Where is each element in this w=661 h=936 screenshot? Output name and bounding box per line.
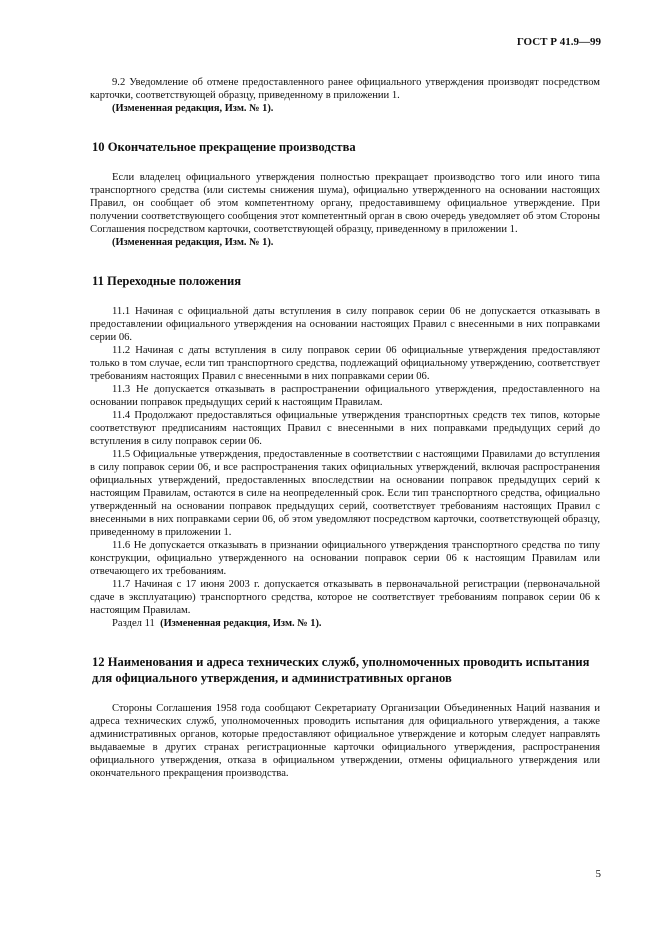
paragraph-11-2: 11.2 Начиная с даты вступления в силу поправок серии 06 официальные утверждения предоставляют только в том случае, если тип транспортного средства, подлежащий официальному утверждению, соответствует требованиям настоящих Правил с внесенными в них поправками серии 06. bbox=[90, 345, 600, 382]
amendment-note: (Измененная редакция, Изм. № 1). bbox=[112, 103, 274, 114]
amendment-prefix: Раздел 11 bbox=[112, 618, 155, 629]
page-content bbox=[90, 76, 600, 780]
paragraph-11-5: 11.5 Официальные утверждения, предоставленные в соответствии с настоящими Правилами до вступления в силу поправок серии 06, и все распространения таких официальных утверждений, включая распространения официальных утверждений, предоставленных впоследствии на основании поправок предыдущих серий к настоящим Правилам, остаются в силе на неопределенный срок. Если тип транспортного средства, официально утвержденный на основании поправок предыдущих серий, соответствует требованиям настоящих Правил с внесенными в них поправками серии 06, об этом уведомляют посредством карточки, соответствующей образцу, приведенному в приложении 1. bbox=[90, 449, 600, 538]
section-10-title: 10 Окончательное прекращение производства bbox=[92, 140, 356, 154]
amendment-note: (Измененная редакция, Изм. № 1). bbox=[112, 237, 274, 248]
amendment-note: (Измененная редакция, Изм. № 1). bbox=[160, 618, 322, 629]
paragraph-11-6: 11.6 Не допускается отказывать в признании официального утверждения транспортного средства по типу конструкции, официально утвержденного на основании поправок серии 06 к настоящим Правилам или отвечающего их требованиям. bbox=[90, 540, 600, 577]
section-11-amendment-line bbox=[90, 617, 600, 630]
section-10-paragraph: Если владелец официального утверждения полностью прекращает производство того или иного типа транспортного средства (или системы снижения шума), официально утвержденного на основании настоящих Правил, он сообщает об этом компетентному органу, предоставившему официальное утверждение. При получении соответствующего сообщения этот компетентный орган в свою очередь уведомляет об этом Стороны Соглашения посредством карточки, соответствующей образцу, приведенному в приложении 1. bbox=[90, 172, 600, 235]
paragraph-11-3: 11.3 Не допускается отказывать в распространении официального утверждения, предоставленного на основании поправок предыдущих серий к настоящим Правилам. bbox=[90, 384, 600, 408]
standard-code-header: ГОСТ Р 41.9—99 bbox=[516, 36, 601, 48]
section-12-title: 12 Наименования и адреса технических служб, уполномоченных проводить испытания для официального утверждения, и административных органов bbox=[92, 655, 590, 685]
paragraph-11-4: 11.4 Продолжают предоставляться официальные утверждения транспортных средств тех типов, которые соответствуют предписаниям настоящих Правил с внесенными в них поправками предыдущих серий до вступления в силу поправок серии 06. bbox=[90, 410, 600, 447]
page-number: 5 bbox=[595, 868, 601, 880]
section-11-title: 11 Переходные положения bbox=[92, 274, 242, 288]
paragraph-11-7: 11.7 Начиная с 17 июня 2003 г. допускается отказывать в первоначальной регистрации (первоначальной сдаче в эксплуатацию) транспортного средства, которое не соответствует требованиям поправок серии 06 к настоящим Правилам. bbox=[90, 579, 600, 616]
section-12-paragraph: Стороны Соглашения 1958 года сообщают Секретариату Организации Объединенных Наций названия и адреса технических служб, уполномоченных проводить испытания для официального утверждения, а также административных органов, которые предоставляют официальное утверждение и которым следует направлять выдаваемые в других странах регистрационные карточки официального утверждения, распространения официального утверждения, отказа в официальном утверждении, отмены официального утверждения или окончательного прекращения производства. bbox=[90, 703, 600, 779]
paragraph-11-1: 11.1 Начиная с официальной даты вступления в силу поправок серии 06 не допускается отказывать в предоставлении официального утверждения на основании настоящих Правил с внесенными в них поправками серии 06. bbox=[90, 306, 600, 343]
paragraph-9-2: 9.2 Уведомление об отмене предоставленного ранее официального утверждения производят посредством карточки, соответствующей образцу, приведенному в приложении 1. bbox=[90, 77, 600, 101]
